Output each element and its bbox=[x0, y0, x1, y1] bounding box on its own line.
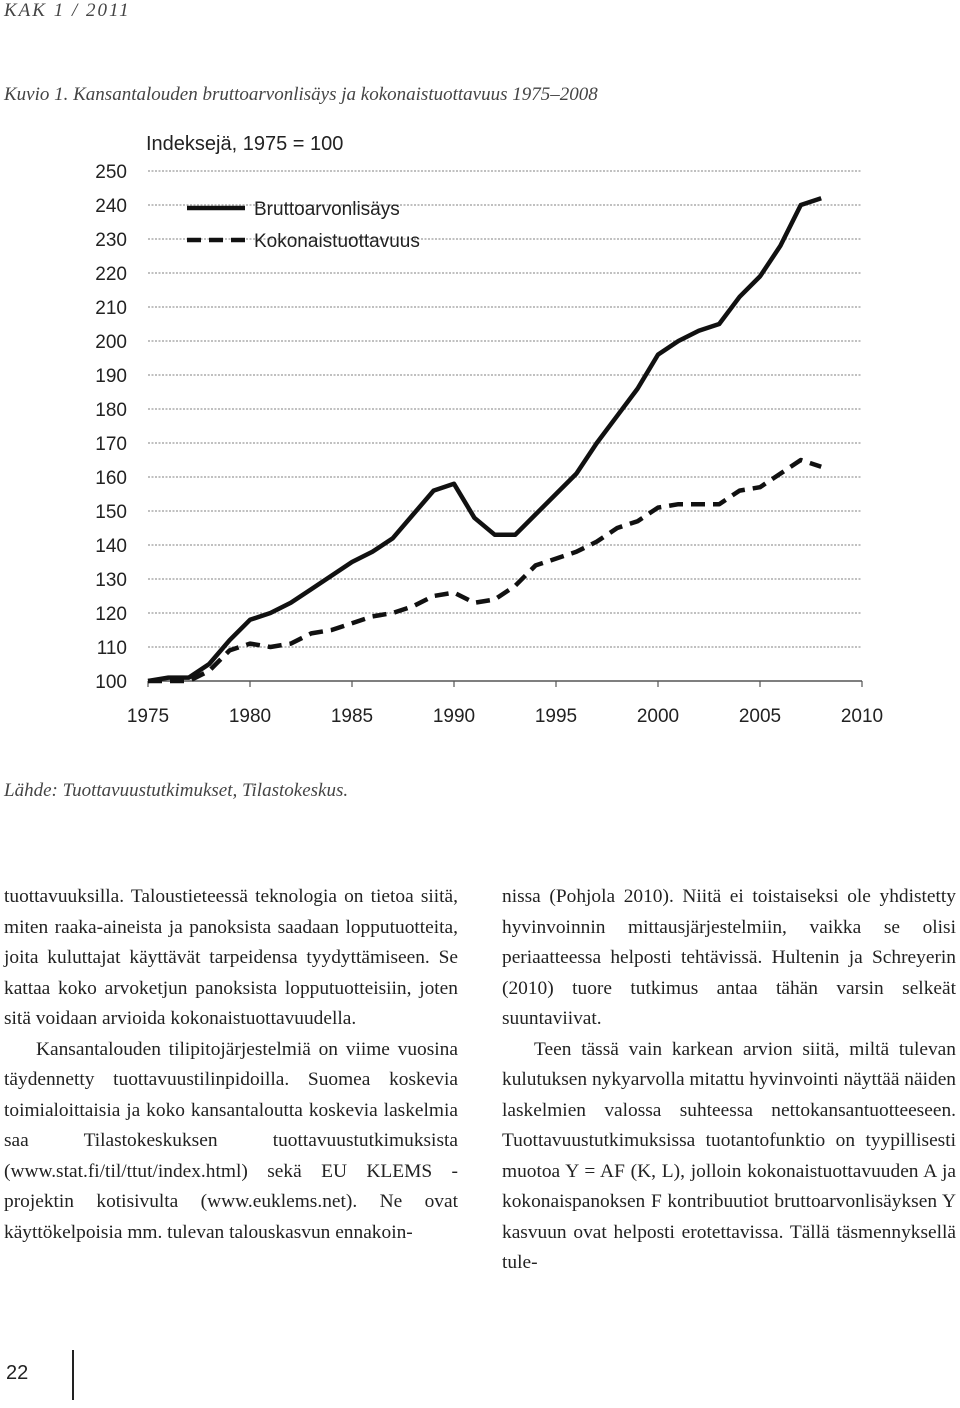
axes bbox=[95, 133, 883, 727]
y-tick-label: 180 bbox=[95, 400, 127, 421]
y-tick-label: 220 bbox=[95, 264, 127, 285]
chart-title: Indeksejä, 1975 = 100 bbox=[146, 133, 344, 155]
paragraph: tuottavuuksilla. Taloustieteessä teknologia on tietoa siitä, miten raaka-aineista ja panoksista saadaan lopputuotteita, joita kuluttajat käyttävät tarpeidensa tyydyttämiseen. Se kattaa koko arvoketjun panoksista lopputuotteisiin, joten sitä voidaan arvioida kokonaistuottavuudella. bbox=[4, 886, 458, 1029]
y-tick-label: 110 bbox=[96, 638, 127, 659]
legend-label: Kokonaistuottavuus bbox=[254, 231, 420, 252]
x-tick-label: 2000 bbox=[636, 706, 680, 727]
legend-label: Bruttoarvonlisäys bbox=[254, 199, 400, 220]
y-tick-label: 140 bbox=[95, 536, 127, 557]
y-tick-label: 120 bbox=[95, 604, 127, 625]
y-tick-label: 200 bbox=[95, 332, 127, 353]
body-column-right bbox=[502, 882, 956, 1279]
chart-legend bbox=[187, 199, 420, 252]
paragraph: Teen tässä vain karkean arvion siitä, miltä tulevan kulutuksen nykyarvolla mitattu hyvinvointi näyttää näiden laskelmien valossa suhteessa nettokansantuotteeseen. Tuottavuustutkimuksissa tuotantofunktio on tyypillisesti muotoa Y = AF (K, L), jolloin kokonaistuottavuuden A ja kokonaispanoksen F kontribuutiot bruttoarvonlisäyksen Y kasvuun ovat helposti erotettavissa. Tällä täsmennyksellä tule- bbox=[502, 1038, 956, 1273]
series-line-bruttoarvonlisays bbox=[148, 198, 821, 681]
x-tick-label: 1985 bbox=[330, 706, 374, 727]
series-lines bbox=[148, 198, 821, 681]
figure-source: Lähde: Tuottavuustutkimukset, Tilastokeskus. bbox=[4, 780, 349, 801]
running-header: KAK 1 / 2011 bbox=[4, 0, 131, 21]
y-tick-label: 190 bbox=[95, 366, 127, 387]
paragraph: Kansantalouden tilipitojärjestelmiä on viime vuosina täydennetty tuottavuustilinpidoilla. Suomea koskevia toimialoittaisia ja koko kansantaloutta koskevia laskelmia saa Tilastokeskuksen tuottavuustutkimuksista (www.stat.fi/til/ttut/index.html) sekä EU KLEMS -projektin kotisivulta (www.euklems.net). Ne ovat käyttökelpoisia mm. tulevan talouskasvun ennakoin- bbox=[4, 1038, 458, 1243]
y-tick-label: 210 bbox=[95, 298, 127, 319]
x-tick-label: 1980 bbox=[228, 706, 272, 727]
y-tick-label: 230 bbox=[95, 230, 127, 251]
series-line-kokonaistuottavuus bbox=[148, 460, 821, 681]
y-tick-label: 160 bbox=[95, 468, 127, 489]
y-tick-label: 240 bbox=[95, 196, 127, 217]
y-tick-label: 170 bbox=[95, 434, 127, 455]
figure-caption: Kuvio 1. Kansantalouden bruttoarvonlisäys ja kokonaistuottavuus 1975–2008 bbox=[4, 84, 598, 105]
line-chart bbox=[0, 120, 960, 730]
page-rule bbox=[72, 1350, 74, 1400]
body-column-left bbox=[4, 882, 458, 1248]
x-tick-label: 2010 bbox=[840, 706, 884, 727]
y-tick-label: 130 bbox=[95, 570, 127, 591]
y-tick-label: 150 bbox=[95, 502, 127, 523]
x-tick-label: 2005 bbox=[738, 706, 782, 727]
x-tick-label: 1995 bbox=[534, 706, 578, 727]
page-number: 22 bbox=[6, 1362, 29, 1384]
paragraph: nissa (Pohjola 2010). Niitä ei toistaiseksi ole yhdistetty hyvinvoinnin mittausjärjestelmiin, vaikka se olisi periaatteessa helposti tehtävissä. Hultenin ja Schreyerin (2010) tuore tutkimus antaa tähän varsin selkeät suuntaviivat. bbox=[502, 886, 956, 1029]
y-tick-label: 100 bbox=[95, 672, 127, 693]
y-tick-label: 250 bbox=[95, 162, 127, 183]
x-tick-label: 1990 bbox=[432, 706, 476, 727]
x-tick-label: 1975 bbox=[126, 706, 170, 727]
